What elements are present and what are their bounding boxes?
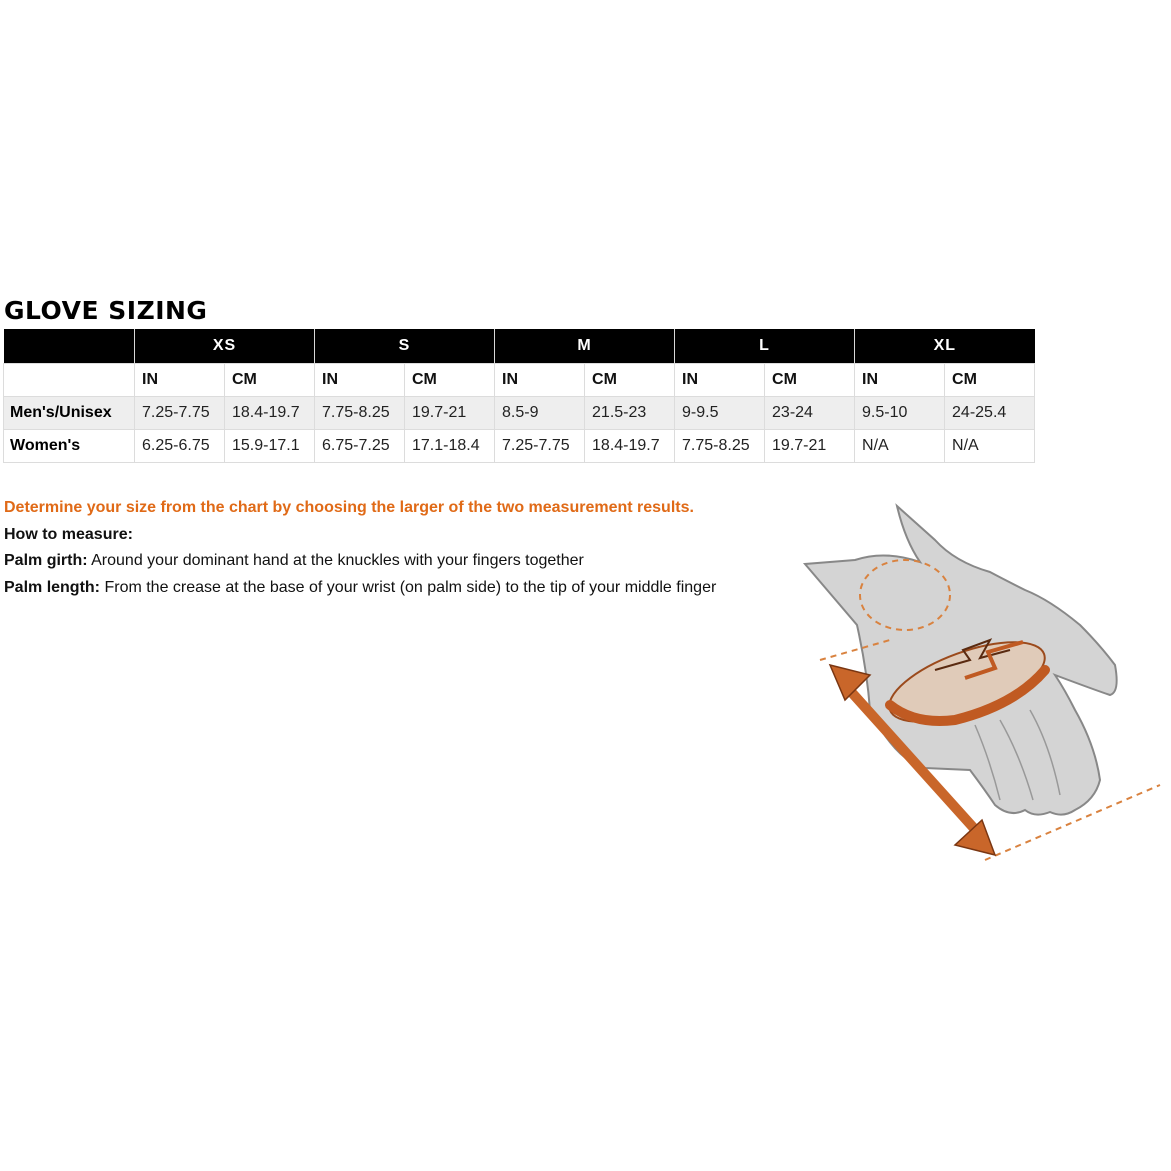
table-row-womens [4, 429, 1035, 462]
how-to-heading: How to measure: [4, 525, 133, 543]
unit-cell: CM [945, 363, 1035, 396]
page-title: GLOVE SIZING [4, 296, 208, 325]
unit-cell: IN [495, 363, 585, 396]
table-row-mens [4, 396, 1035, 429]
measurement-notes [4, 495, 716, 601]
value-cell: 23-24 [765, 396, 855, 429]
value-cell: 24-25.4 [945, 396, 1035, 429]
unit-cell: IN [675, 363, 765, 396]
hand-measurement-icon [795, 500, 1165, 870]
unit-cell: CM [765, 363, 855, 396]
unit-row-label [4, 363, 135, 396]
unit-cell: IN [135, 363, 225, 396]
size-header-xl: XL [855, 329, 1035, 363]
value-cell: 7.75-8.25 [315, 396, 405, 429]
unit-cell: CM [585, 363, 675, 396]
palm-girth-line [4, 548, 716, 575]
palm-length-label: Palm length: [4, 578, 101, 596]
glove-sizing-table [3, 329, 1035, 463]
unit-cell: CM [405, 363, 495, 396]
value-cell: 21.5-23 [585, 396, 675, 429]
size-header-s: S [315, 329, 495, 363]
value-cell: 15.9-17.1 [225, 429, 315, 462]
row-label: Women's [4, 429, 135, 462]
palm-girth-label: Palm girth: [4, 552, 88, 569]
size-header-l: L [675, 329, 855, 363]
row-label: Men's/Unisex [4, 396, 135, 429]
value-cell: 9-9.5 [675, 396, 765, 429]
unit-cell: CM [225, 363, 315, 396]
value-cell: 7.25-7.75 [135, 396, 225, 429]
palm-length-text: From the crease at the base of your wrist (on palm side) to the tip of your middle finger [100, 578, 717, 596]
value-cell: 7.25-7.75 [495, 429, 585, 462]
header-corner [4, 329, 135, 363]
value-cell: 6.25-6.75 [135, 429, 225, 462]
value-cell: 18.4-19.7 [225, 396, 315, 429]
value-cell: 6.75-7.25 [315, 429, 405, 462]
size-instruction: Determine your size from the chart by choosing the larger of the two measurement results. [4, 499, 694, 516]
size-header-m: M [495, 329, 675, 363]
value-cell: 7.75-8.25 [675, 429, 765, 462]
value-cell: 9.5-10 [855, 396, 945, 429]
value-cell: 8.5-9 [495, 396, 585, 429]
value-cell: 19.7-21 [405, 396, 495, 429]
size-header-row [4, 329, 1035, 363]
unit-cell: IN [855, 363, 945, 396]
size-header-xs: XS [135, 329, 315, 363]
unit-row [4, 363, 1035, 396]
value-cell: N/A [945, 429, 1035, 462]
palm-girth-text: Around your dominant hand at the knuckles with your fingers together [87, 552, 584, 569]
value-cell: 19.7-21 [765, 429, 855, 462]
value-cell: 18.4-19.7 [585, 429, 675, 462]
value-cell: N/A [855, 429, 945, 462]
palm-length-line [4, 575, 716, 602]
unit-cell: IN [315, 363, 405, 396]
value-cell: 17.1-18.4 [405, 429, 495, 462]
